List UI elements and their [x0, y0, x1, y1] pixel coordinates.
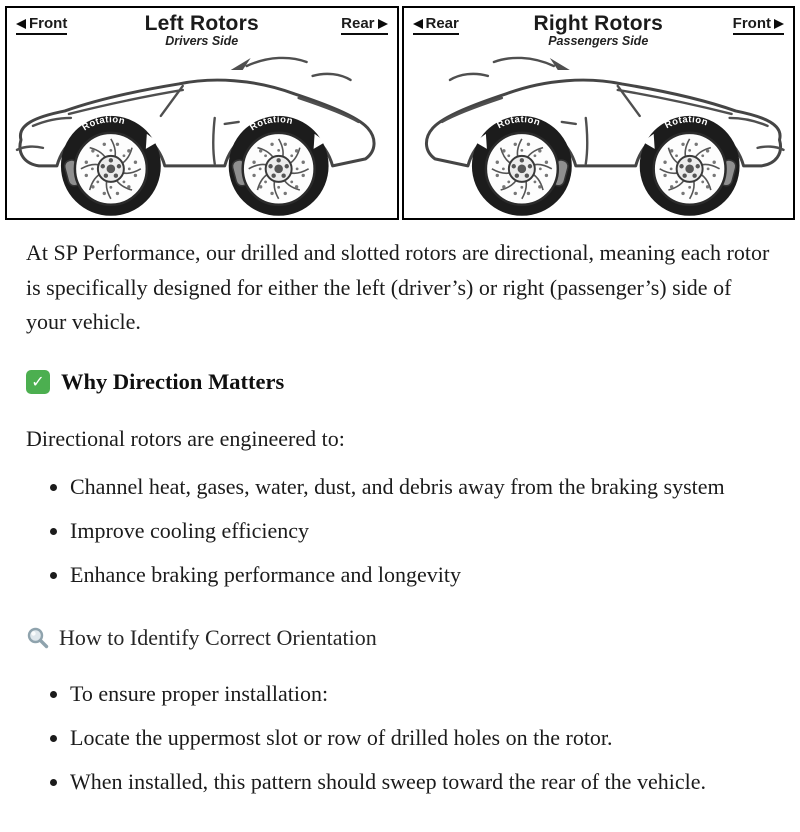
- direction-text: Front: [29, 15, 68, 32]
- rotation-label: Rotation: [662, 114, 710, 132]
- check-icon: ✓: [26, 370, 50, 394]
- left-arrow-icon: [413, 19, 423, 29]
- bullet-item: • Enhance braking performance and longevity: [70, 558, 774, 593]
- car-illustration-right: [404, 48, 794, 218]
- panel-title: Right Rotors: [533, 12, 664, 35]
- bullet-item: • Improve cooling efficiency: [70, 514, 774, 549]
- panel-right-rotors: [402, 6, 796, 220]
- article: [0, 220, 800, 832]
- rotation-label: Rotation: [80, 114, 127, 134]
- panel-title: Left Rotors: [144, 12, 259, 35]
- panel-header: [404, 8, 794, 48]
- heading-how-to-identify: [26, 621, 774, 656]
- front-direction-label: [16, 15, 67, 35]
- bullet-item: • Channel heat, gases, water, dust, and debris away from the braking system: [70, 470, 774, 505]
- bullet-item: • To ensure proper installation:: [70, 677, 774, 712]
- rotation-label: Rotation: [248, 114, 295, 134]
- direction-text: Front: [732, 15, 771, 32]
- panel-titles: [413, 13, 785, 48]
- heading-text: Why Direction Matters: [61, 369, 285, 395]
- car-sketch-mirrored: [426, 58, 783, 216]
- car-illustration-left: [7, 48, 397, 218]
- bullet-item: • Locate the uppermost slot or row of drilled holes on the rotor.: [70, 721, 774, 756]
- right-arrow-icon: [378, 19, 388, 29]
- right-arrow-icon: [774, 19, 784, 29]
- panel-left-rotors: [5, 6, 399, 220]
- magnifier-icon: [26, 626, 49, 649]
- rotation-label: Rotation: [494, 114, 542, 132]
- left-arrow-icon: [16, 19, 26, 29]
- direction-text: Rear: [425, 15, 459, 32]
- panel-titles: [16, 13, 388, 48]
- identify-bullet-list: [26, 677, 774, 799]
- rear-direction-label: [341, 15, 387, 35]
- rear-direction-label: [413, 15, 459, 35]
- heading-why-direction-matters: [26, 364, 774, 400]
- panel-subtitle: Passengers Side: [548, 34, 649, 48]
- page: [0, 6, 800, 832]
- why-bullet-list: [26, 470, 774, 592]
- why-lead-text: Directional rotors are engineered to:: [26, 425, 345, 451]
- car-sketch: [17, 58, 374, 216]
- panel-header: [7, 8, 397, 48]
- heading-text: How to Identify Correct Orientation: [59, 624, 377, 650]
- bullet-item: • When installed, this pattern should sweep toward the rear of the vehicle.: [70, 765, 774, 800]
- intro-paragraph: At SP Performance, our drilled and slotted rotors are directional, meaning each rotor is specifically designed for either the left (driver’s) or right (passenger’s) side of your vehicle.: [26, 239, 770, 335]
- panel-subtitle: Drivers Side: [165, 34, 239, 48]
- direction-text: Rear: [341, 15, 375, 32]
- front-direction-label: [733, 15, 784, 35]
- rotor-direction-diagram: [5, 6, 795, 220]
